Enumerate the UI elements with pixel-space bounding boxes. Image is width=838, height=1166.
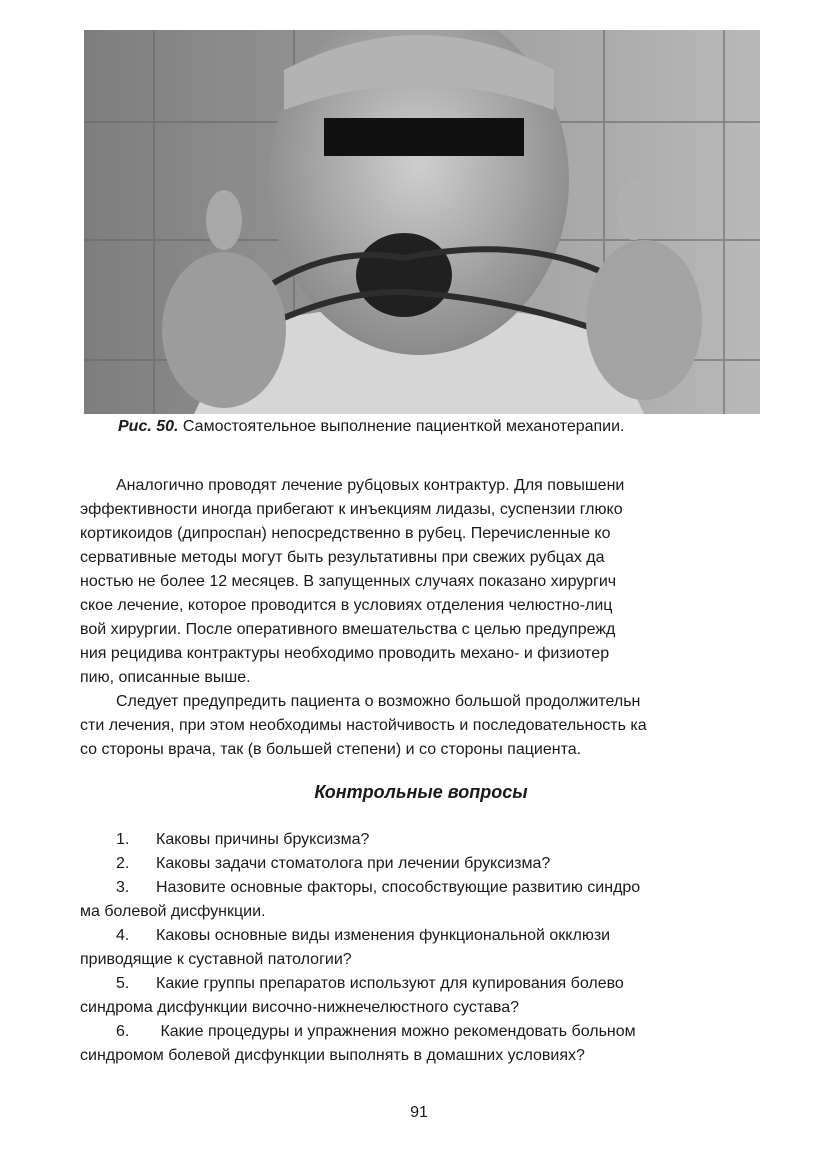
questions-list [80,828,762,1068]
question-5 [80,972,762,996]
question-number: 1. [116,831,130,848]
body-line: Аналогично проводят лечение рубцовых контрактур. Для повышени [116,477,625,494]
question-1 [80,828,762,852]
question-number: 5. [116,975,130,992]
body-line: эффективности иногда прибегают к инъекциям лидазы, суспензии глюко [80,501,623,518]
body-line: ское лечение, которое проводится в условиях отделения челюстно-лиц [80,597,613,614]
page-number: 91 [410,1104,428,1121]
question-text: Каковы причины бруксизма? [156,831,370,848]
figure-photo [84,30,760,414]
question-6-cont: синдромом болевой дисфункции выполнять в домашних условиях? [80,1047,585,1064]
figure-caption [118,416,818,438]
question-4-cont: приводящие к суставной патологии? [80,951,352,968]
question-number: 2. [116,855,130,872]
body-line: Следует предупредить пациента о возможно большой продолжительн [116,693,641,710]
question-4 [80,924,762,948]
photo-illustration [84,30,760,414]
question-text: Какие процедуры и упражнения можно рекомендовать больном [156,1023,636,1040]
question-5-cont: синдрома дисфункции височно-нижнечелюстного сустава? [80,999,519,1016]
question-text: Каковы задачи стоматолога при лечении бруксизма? [156,855,551,872]
body-text [80,474,762,762]
question-2 [80,852,762,876]
body-line: кортикоидов (дипроспан) непосредственно в рубец. Перечисленные ко [80,525,611,542]
question-6 [80,1020,762,1044]
body-line: со стороны врача, так (в большей степени) и со стороны пациента. [80,741,582,758]
question-3-cont: ма болевой дисфункции. [80,903,266,920]
body-line: ностью не более 12 месяцев. В запущенных случаях показано хирургич [80,573,617,590]
section-heading: Контрольные вопросы [314,782,528,802]
question-3 [80,876,762,900]
figure-label: Рис. 50. [118,418,179,435]
question-text: Каковы основные виды изменения функциональной окклюзи [156,927,611,944]
question-number: 6. [116,1023,130,1040]
question-number: 3. [116,879,130,896]
question-number: 4. [116,927,130,944]
body-line: ния рецидива контрактуры необходимо проводить механо- и физиотер [80,645,610,662]
body-line: пию, описанные выше. [80,669,251,686]
question-text: Какие группы препаратов используют для купирования болево [156,975,624,992]
body-line: вой хирургии. После оперативного вмешательства с целью предупрежд [80,621,616,638]
question-text: Назовите основные факторы, способствующие развитию синдро [156,879,641,896]
body-line: сти лечения, при этом необходимы настойчивость и последовательность ка [80,717,647,734]
body-line: сервативные методы могут быть результативны при свежих рубцах да [80,549,605,566]
figure-caption-text: Самостоятельное выполнение пациенткой механотерапии. [178,418,625,435]
